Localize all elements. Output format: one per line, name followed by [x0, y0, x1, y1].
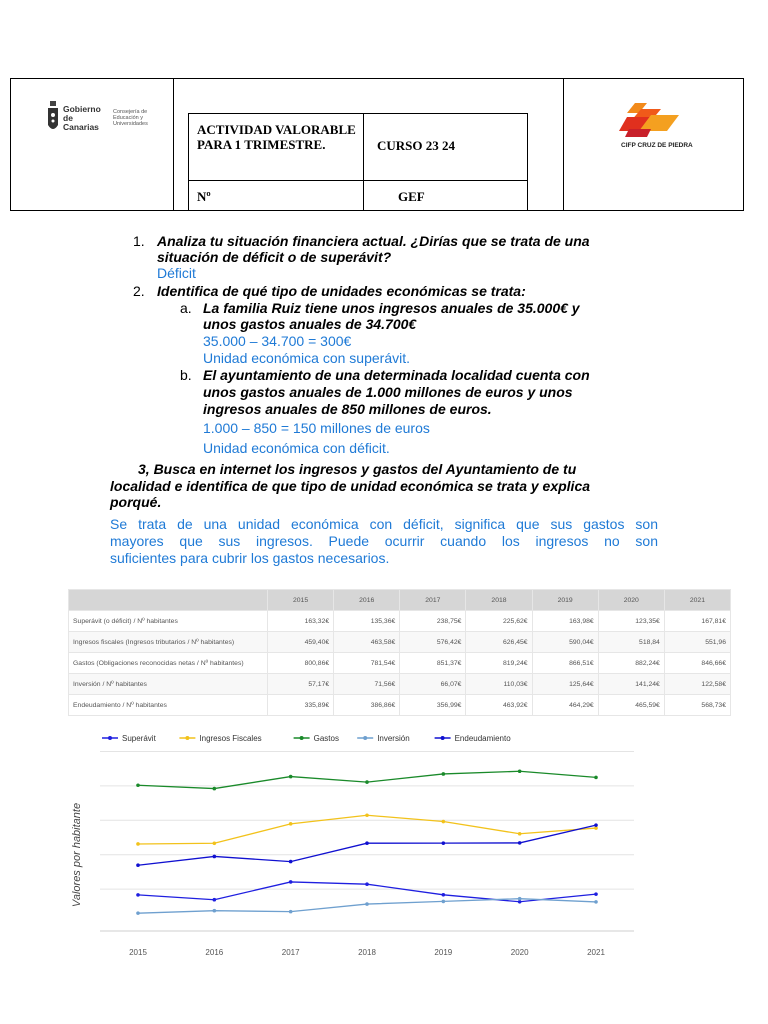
gobierno-name: Gobierno de Canarias [63, 103, 101, 132]
table-cell: 225,62€ [466, 611, 532, 632]
table-cell: 781,54€ [334, 653, 400, 674]
legend-label: Endeudamiento [454, 734, 511, 743]
question-2: Identifica de qué tipo de unidades económicas se trata: [157, 283, 526, 299]
legend-marker [108, 736, 112, 740]
row-label: Superávit (o déficit) / Nº habitantes [69, 611, 268, 632]
table-cell: 551,96 [664, 632, 730, 653]
legend-marker [363, 736, 367, 740]
table-cell: 141,24€ [598, 674, 664, 695]
table-header-cell: 2018 [466, 590, 532, 611]
table-cell: 590,04€ [532, 632, 598, 653]
document-header [10, 78, 744, 211]
table-cell: 135,36€ [334, 611, 400, 632]
table-cell: 356,99€ [400, 695, 466, 716]
subquestion-letter: b. [180, 367, 192, 383]
coat-of-arms-icon [47, 101, 59, 135]
row-label: Inversión / Nº habitantes [69, 674, 268, 695]
table-cell: 465,59€ [598, 695, 664, 716]
table-cell: 57,17€ [268, 674, 334, 695]
table-cell: 463,58€ [334, 632, 400, 653]
answer-2a-result: Unidad económica con superávit. [203, 350, 411, 366]
table-row [69, 611, 731, 632]
data-point [518, 769, 522, 773]
divider [189, 180, 527, 181]
table-cell: 464,29€ [532, 695, 598, 716]
table-cell: 71,56€ [334, 674, 400, 695]
data-point [136, 842, 140, 846]
data-point [289, 910, 293, 914]
activity-box [188, 113, 528, 211]
answer-1: Déficit [157, 265, 196, 281]
x-tick-label: 2021 [587, 948, 605, 957]
subquestion-letter: a. [180, 300, 192, 316]
table-cell: 110,03€ [466, 674, 532, 695]
table-cell: 851,37€ [400, 653, 466, 674]
table-cell: 866,51€ [532, 653, 598, 674]
question-2b-line3: ingresos anuales de 850 millones de euros. [203, 401, 492, 417]
data-point [442, 772, 446, 776]
series-line [138, 815, 596, 844]
table-row [69, 653, 731, 674]
table-cell: 335,89€ [268, 695, 334, 716]
question-number: 1. [133, 233, 145, 249]
table-header-cell: 2016 [334, 590, 400, 611]
answer-3-line1: Se trata de una unidad económica con déficit, significa que sus gastos son [110, 516, 658, 532]
x-tick-label: 2016 [205, 948, 224, 957]
question-1-line2: situación de déficit o de superávit? [157, 249, 392, 265]
data-point [289, 880, 293, 884]
curso-label: CURSO 23 24 [377, 138, 456, 153]
table-cell: 238,75€ [400, 611, 466, 632]
data-point [289, 775, 293, 779]
legend-label: Inversión [377, 734, 410, 743]
row-label: Ingresos fiscales (Ingresos tributarios / Nº habitantes) [69, 632, 268, 653]
data-point [136, 863, 140, 867]
question-2b-line2: unos gastos anuales de 1.000 millones de euros y unos [203, 384, 573, 400]
answer-2b-calc: 1.000 – 850 = 150 millones de euros [203, 420, 430, 436]
table-cell: 66,07€ [400, 674, 466, 695]
question-3-line1: 3, Busca en internet los ingresos y gastos del Ayuntamiento de tu [138, 461, 577, 477]
data-point [442, 900, 446, 904]
legend-marker [441, 736, 445, 740]
x-tick-label: 2020 [510, 948, 529, 957]
data-point [594, 776, 598, 780]
legend-label: Ingresos Fiscales [199, 734, 262, 743]
indicators-table [68, 589, 731, 716]
data-point [594, 892, 598, 896]
x-tick-label: 2017 [281, 948, 300, 957]
table-row [69, 674, 731, 695]
data-point [136, 911, 140, 915]
data-point [518, 832, 522, 836]
answer-2a-calc: 35.000 – 34.700 = 300€ [203, 333, 352, 349]
cifp-name: CIFP CRUZ DE PIEDRA [621, 142, 693, 149]
table-cell: 819,24€ [466, 653, 532, 674]
legend-label: Gastos [313, 734, 339, 743]
x-tick-label: 2015 [129, 948, 147, 957]
table-header-cell: 2017 [400, 590, 466, 611]
gobierno-logo [47, 101, 168, 135]
data-point [442, 893, 446, 897]
data-point [136, 893, 140, 897]
question-3-line2: localidad e identifica de que tipo de unidad económica se trata y explica [110, 478, 591, 494]
data-point [594, 823, 598, 827]
gobierno-sub: Consejería de Educación y Universidades [113, 109, 148, 127]
answer-3-line3: suficientes para cubrir los gastos necesarios. [110, 550, 390, 566]
data-point [518, 897, 522, 901]
data-point [365, 902, 369, 906]
table-cell: 167,81€ [664, 611, 730, 632]
table-header-cell: 2019 [532, 590, 598, 611]
table-cell: 163,32€ [268, 611, 334, 632]
x-tick-label: 2018 [358, 948, 376, 957]
data-point [518, 900, 522, 904]
table-cell: 459,40€ [268, 632, 334, 653]
numero-label: Nº [197, 189, 211, 204]
x-tick-label: 2019 [434, 948, 453, 957]
answer-3-line2: mayores que sus ingresos. Puede ocurrir cuando los ingresos no son [110, 533, 658, 549]
row-label: Gastos (Obligaciones reconocidas netas / Nº habitantes) [69, 653, 268, 674]
table-header-cell: 2015 [268, 590, 334, 611]
data-point [289, 860, 293, 864]
table-cell: 386,86€ [334, 695, 400, 716]
question-3-line3: porqué. [110, 494, 162, 510]
series-line [138, 825, 596, 865]
data-point [442, 841, 446, 845]
legend-label: Superávit [122, 734, 156, 743]
data-point [594, 900, 598, 904]
table-header-cell: 2021 [664, 590, 730, 611]
data-point [289, 822, 293, 826]
data-point [365, 813, 369, 817]
data-point [518, 841, 522, 845]
activity-title: ACTIVIDAD VALORABLE PARA 1 TRIMESTRE. [197, 122, 356, 152]
question-1-line1: Analiza tu situación financiera actual. ¿Dirías que se trata de una [157, 233, 590, 249]
table-header-row [69, 590, 731, 611]
table-cell: 568,73€ [664, 695, 730, 716]
data-point [213, 787, 217, 791]
data-point [442, 820, 446, 824]
table-cell: 882,24€ [598, 653, 664, 674]
y-axis-label: Valores por habitante [71, 802, 83, 908]
table-cell: 123,35€ [598, 611, 664, 632]
table-cell: 626,45€ [466, 632, 532, 653]
cifp-logo-icon [617, 99, 689, 139]
table-header-cell: 2020 [598, 590, 664, 611]
row-label: Endeudamiento / Nº habitantes [69, 695, 268, 716]
divider [363, 114, 364, 211]
question-2a-line1: La familia Ruiz tiene unos ingresos anuales de 35.000€ y [203, 300, 580, 316]
gef-label: GEF [398, 189, 425, 204]
question-number: 2. [133, 283, 145, 299]
table-cell: 846,66€ [664, 653, 730, 674]
table-row [69, 695, 731, 716]
data-point [213, 855, 217, 859]
data-point [365, 882, 369, 886]
table-row [69, 632, 731, 653]
table-header-cell [69, 590, 268, 611]
legend-marker [300, 736, 304, 740]
table-cell: 463,92€ [466, 695, 532, 716]
data-point [365, 841, 369, 845]
legend-marker [185, 736, 189, 740]
data-point [365, 780, 369, 784]
data-point [213, 909, 217, 913]
header-logo-cell [11, 79, 174, 210]
data-point [213, 898, 217, 902]
answer-2b-result: Unidad económica con déficit. [203, 440, 390, 456]
question-2a-line2: unos gastos anuales de 34.700€ [203, 316, 417, 332]
question-2b-line1: El ayuntamiento de una determinada localidad cuenta con [203, 367, 590, 383]
table-cell: 163,98€ [532, 611, 598, 632]
cifp-logo [617, 99, 689, 144]
indicators-line-chart [60, 727, 650, 967]
data-point [213, 841, 217, 845]
data-point [136, 783, 140, 787]
table-cell: 800,86€ [268, 653, 334, 674]
table-cell: 576,42€ [400, 632, 466, 653]
table-cell: 122,58€ [664, 674, 730, 695]
table-cell: 125,64€ [532, 674, 598, 695]
table-cell: 518,84 [598, 632, 664, 653]
